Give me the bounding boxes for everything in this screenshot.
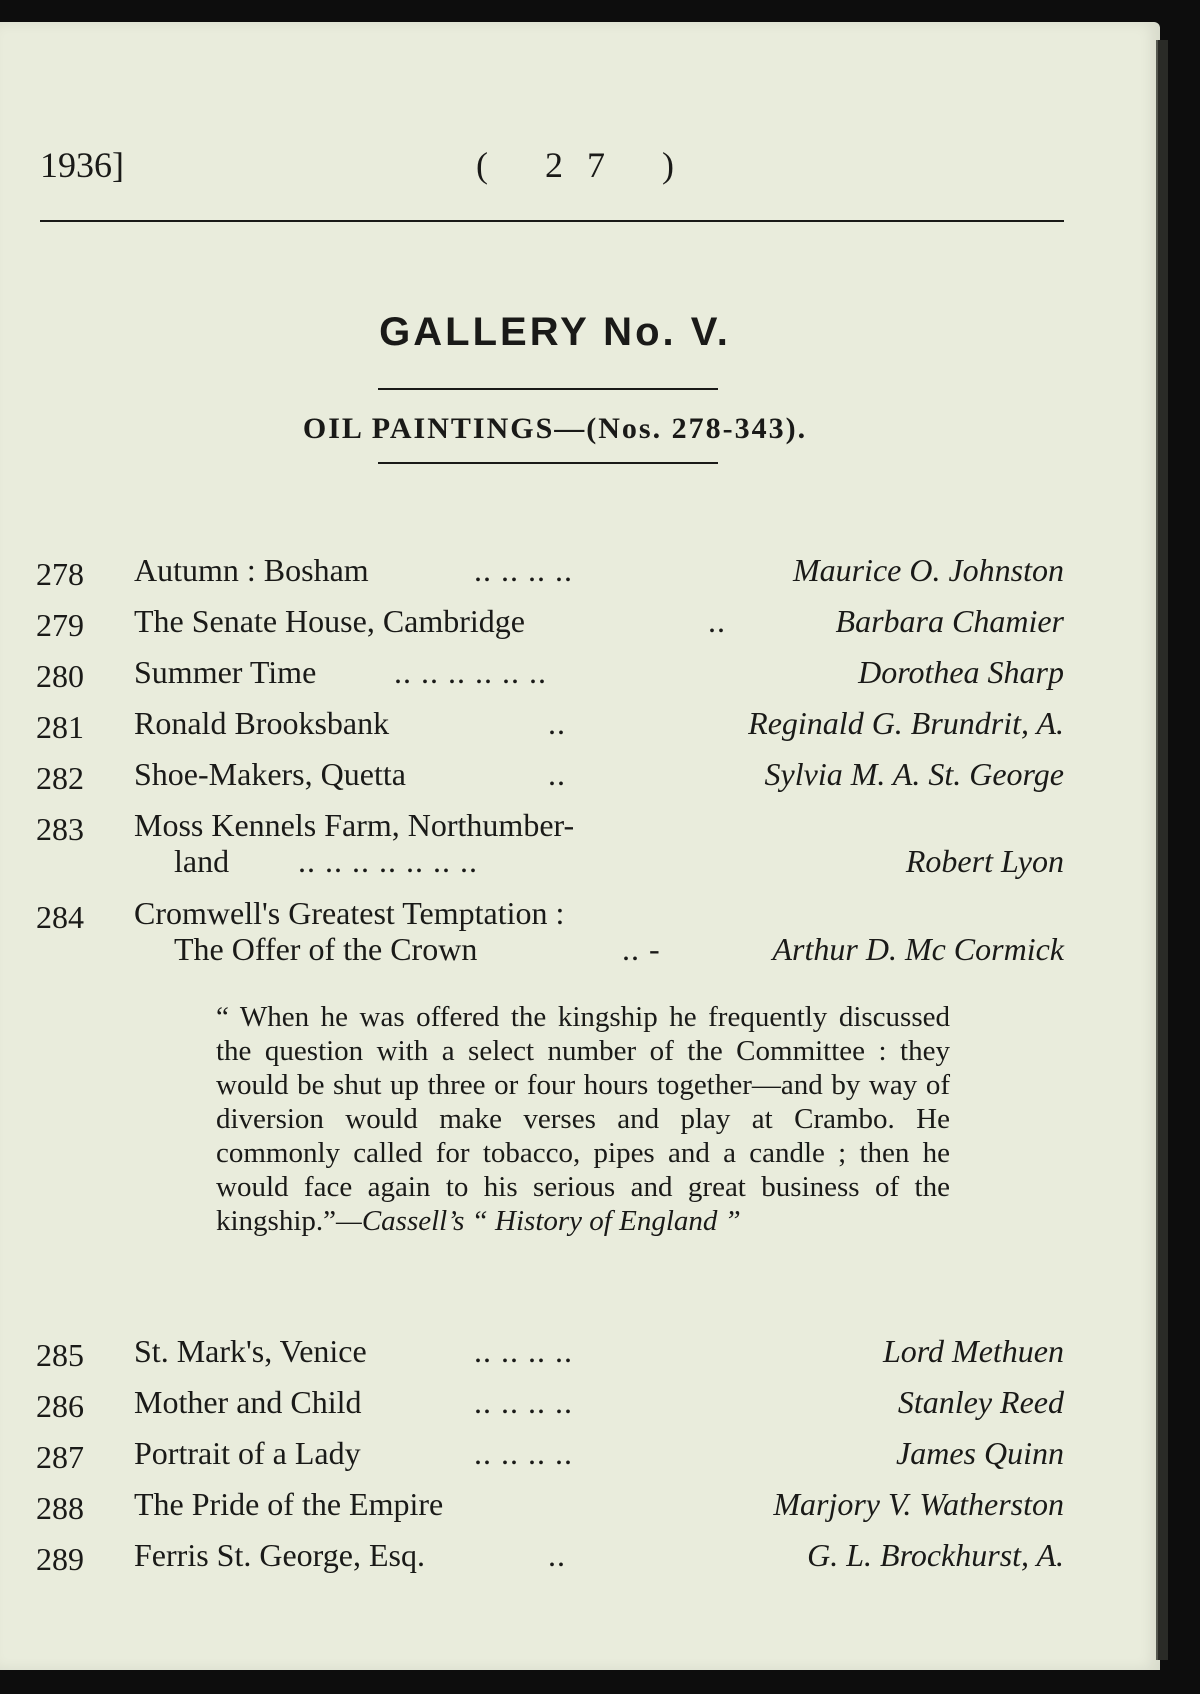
- quotation-text: “ When he was offered the kingship he frequently discussed the question with a select number of the Committee : they would be shut up three or four hours together—and by way of diversion would make verses and play at Crambo. He commonly called for tobacco, pipes and a candle ; then he would face again to his serious and great business of the kingship.”: [216, 1001, 950, 1237]
- entry-title: Shoe-Makers, Quetta: [134, 756, 406, 792]
- entry-number: 281: [36, 709, 84, 745]
- entry-number: 282: [36, 760, 84, 796]
- entry-title: Autumn : Bosham: [134, 552, 369, 588]
- entry-number: 286: [36, 1388, 84, 1424]
- entry-title-continued: land: [174, 843, 230, 879]
- entry-artist: Sylvia M. A. St. George: [764, 756, 1064, 792]
- entry-title: Moss Kennels Farm, Northumber-: [134, 807, 575, 843]
- entry-number: 284: [36, 899, 84, 935]
- quotation-citation: —Cassell’s “ History of England ”: [336, 1205, 741, 1237]
- entry-artist: Marjory V. Watherston: [773, 1486, 1064, 1522]
- entry-artist: Maurice O. Johnston: [792, 552, 1064, 588]
- entry-number: 279: [36, 607, 84, 643]
- entry-artist: Dorothea Sharp: [858, 654, 1064, 690]
- leader-dots: ..: [548, 756, 566, 792]
- leader-dots: .. .. .. .. .. ..: [394, 654, 547, 690]
- entry-artist: G. L. Brockhurst, A.: [807, 1537, 1064, 1573]
- section-subtitle: OIL PAINTINGS—(Nos. 278-343).: [302, 412, 808, 445]
- entry-title: Mother and Child: [134, 1384, 362, 1420]
- entry-title: St. Mark's, Venice: [134, 1333, 367, 1369]
- entry-artist: Stanley Reed: [897, 1384, 1064, 1420]
- entry-number: 289: [36, 1541, 84, 1577]
- leader-dots: .. .. .. ..: [474, 1435, 573, 1471]
- entry-title: Summer Time: [134, 654, 317, 690]
- book-spine-edge: [1156, 40, 1168, 1660]
- page-number: ( 27 ): [476, 145, 698, 185]
- entry-number: 283: [36, 811, 84, 847]
- gallery-title: GALLERY No. V.: [379, 310, 731, 354]
- entry-title: Cromwell's Greatest Temptation :: [134, 895, 565, 931]
- entry-artist: James Quinn: [896, 1435, 1064, 1471]
- leader-dots: ..: [548, 705, 566, 741]
- leader-dots: .. -: [622, 931, 661, 967]
- leader-dots: ..: [708, 603, 726, 639]
- entry-number: 278: [36, 556, 84, 592]
- leader-dots: .. .. .. ..: [474, 552, 573, 588]
- entry-artist: Robert Lyon: [905, 843, 1064, 879]
- title-rule-bottom: [378, 462, 718, 464]
- catalogue-page: [0, 22, 1160, 1670]
- entry-artist: Barbara Chamier: [835, 603, 1064, 639]
- title-rule-top: [378, 388, 718, 390]
- leader-dots: .. .. .. .. .. .. ..: [298, 843, 478, 879]
- entry-artist: Arthur D. Mc Cormick: [772, 931, 1064, 967]
- header-rule: [40, 220, 1064, 222]
- entry-title: The Pride of the Empire: [134, 1486, 444, 1522]
- historical-quotation: [216, 1000, 950, 1238]
- leader-dots: .. .. .. ..: [474, 1333, 573, 1369]
- entry-number: 280: [36, 658, 84, 694]
- entry-title: Ronald Brooksbank: [134, 705, 390, 741]
- entry-artist: Reginald G. Brundrit, A.: [748, 705, 1064, 741]
- entry-artist: Lord Methuen: [882, 1333, 1064, 1369]
- running-head-year: 1936]: [40, 145, 124, 185]
- entry-number: 288: [36, 1490, 84, 1526]
- entry-number: 285: [36, 1337, 84, 1373]
- entry-title: Ferris St. George, Esq.: [134, 1537, 425, 1573]
- entry-title: The Senate House, Cambridge: [134, 603, 525, 639]
- leader-dots: ..: [548, 1537, 566, 1573]
- entry-title-continued: The Offer of the Crown: [174, 931, 478, 967]
- entry-number: 287: [36, 1439, 84, 1475]
- entry-title: Portrait of a Lady: [134, 1435, 361, 1471]
- leader-dots: .. .. .. ..: [474, 1384, 573, 1420]
